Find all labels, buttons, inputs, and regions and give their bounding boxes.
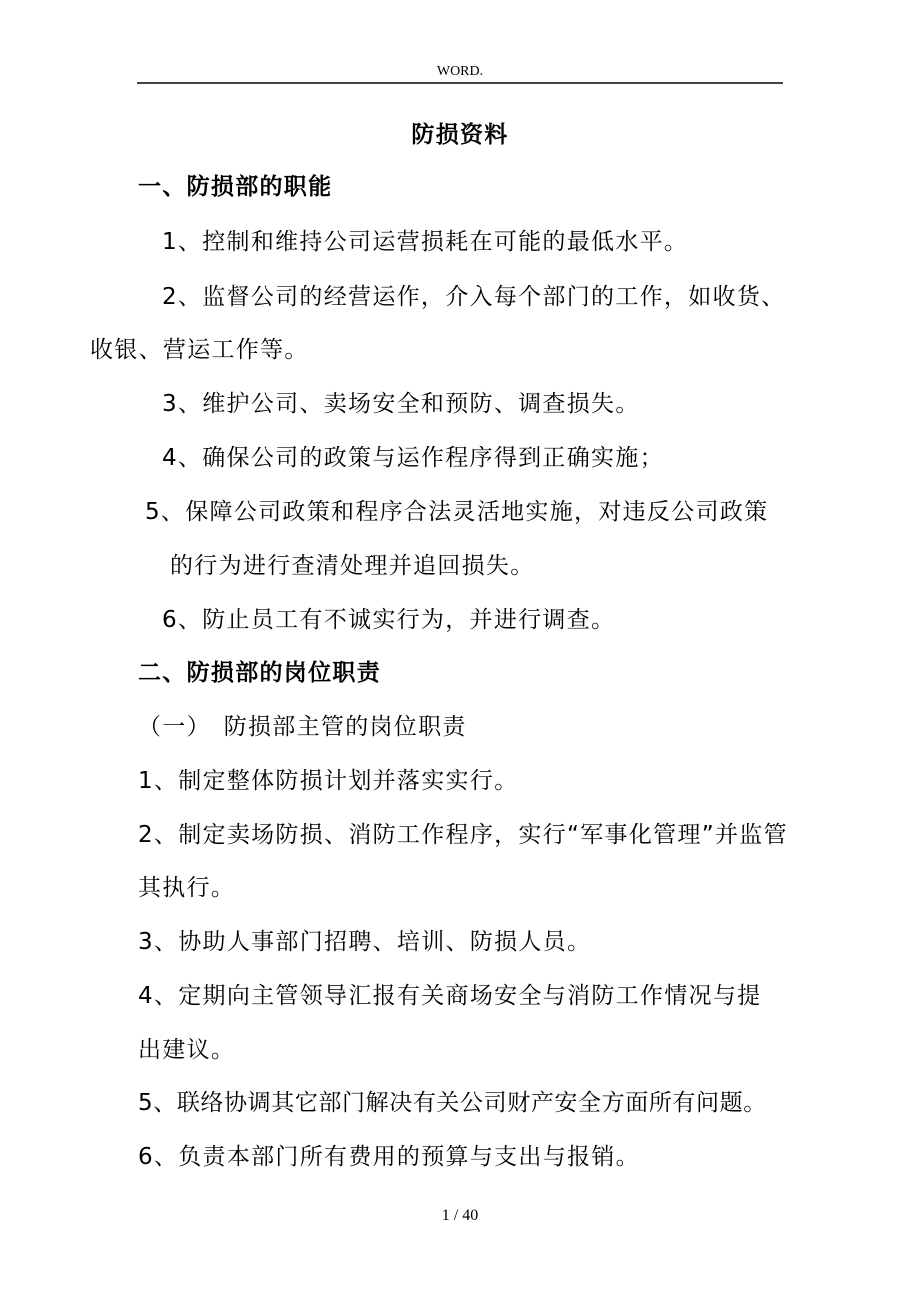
page-number: 1 / 40 xyxy=(441,1207,479,1224)
paragraph-line: 2、制定卖场防损、消防工作程序，实行“军事化管理”并监管 xyxy=(138,822,788,848)
paragraph-line: 5、保障公司政策和程序合法灵活地实施，对违反公司政策 xyxy=(145,499,769,525)
document-title: 防损资料 xyxy=(411,122,509,148)
paragraph-line: 收银、营运工作等。 xyxy=(90,337,309,363)
paragraph-line: 3、维护公司、卖场安全和预防、调查损失。 xyxy=(162,391,640,417)
paragraph-line: 1、控制和维持公司运营损耗在可能的最低水平。 xyxy=(162,229,689,255)
paragraph-line: 4、定期向主管领导汇报有关商场安全与消防工作情况与提 xyxy=(138,983,762,1009)
paragraph-line: 6、负责本部门所有费用的预算与支出与报销。 xyxy=(138,1144,640,1170)
page-header: WORD. xyxy=(436,64,484,79)
paragraph-line: 出建议。 xyxy=(138,1037,236,1063)
paragraph-line: 5、联络协调其它部门解决有关公司财产安全方面所有问题。 xyxy=(138,1090,767,1116)
subsection-heading: （一） 防损部主管的岗位职责 xyxy=(138,714,467,740)
paragraph-line: 6、防止员工有不诚实行为，并进行调查。 xyxy=(162,607,616,633)
paragraph-line: 4、确保公司的政策与运作程序得到正确实施； xyxy=(162,445,664,471)
paragraph-line: 2、监督公司的经营运作，介入每个部门的工作，如收货、 xyxy=(162,284,786,310)
paragraph-line: 的行为进行查清处理并追回损失。 xyxy=(170,553,535,579)
section-heading: 一、防损部的职能 xyxy=(138,174,333,200)
paragraph-line: 3、协助人事部门招聘、培训、防损人员。 xyxy=(138,929,592,955)
paragraph-line: 1、制定整体防损计划并落实实行。 xyxy=(138,768,519,794)
section-heading: 二、防损部的岗位职责 xyxy=(138,660,381,686)
paragraph-line: 其执行。 xyxy=(138,875,236,901)
header-rule xyxy=(137,82,783,84)
